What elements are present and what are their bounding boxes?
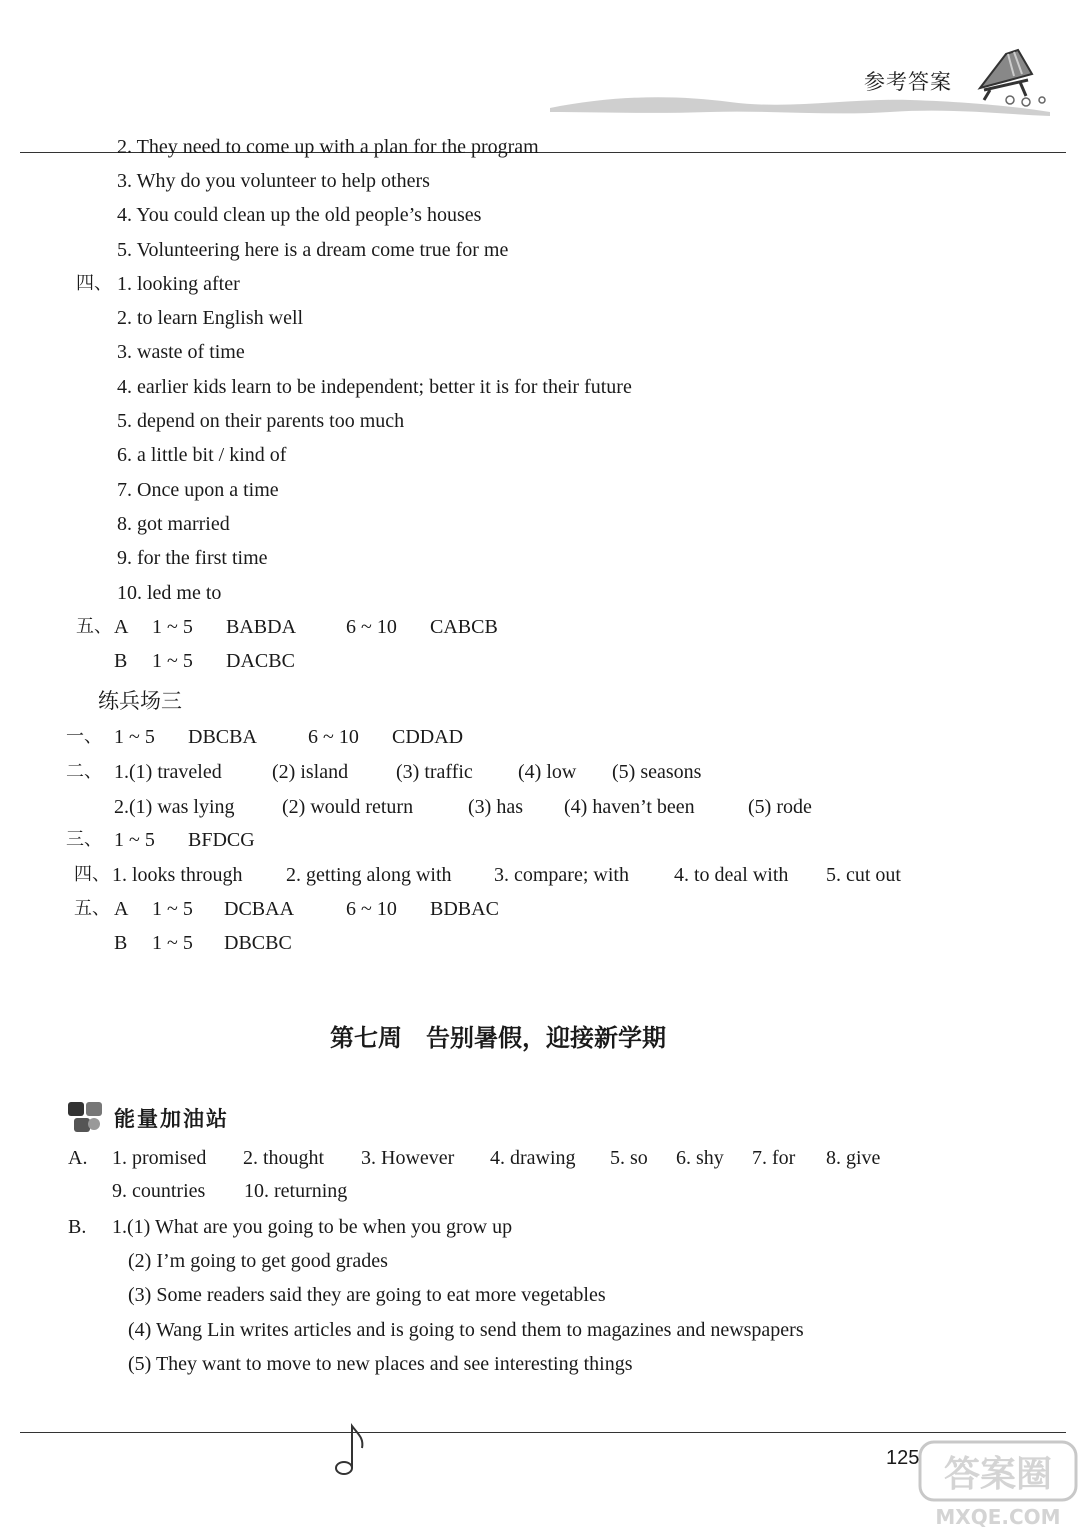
watermark-logo bbox=[918, 1436, 1078, 1532]
answer-item: 1. looks through bbox=[112, 864, 243, 886]
section-marker: 四、 bbox=[74, 864, 110, 885]
section-marker: 五、 bbox=[74, 898, 110, 919]
wave-decoration bbox=[550, 92, 1050, 132]
answer-item: (3) traffic bbox=[396, 761, 473, 783]
section-marker: 三、 bbox=[66, 829, 102, 850]
answer-item: 3. compare; with bbox=[494, 864, 629, 886]
answer-item: (3) has bbox=[468, 796, 523, 818]
answer-key: CDDAD bbox=[392, 726, 464, 748]
answer-item: 6. shy bbox=[676, 1147, 724, 1169]
answer-line: (3) Some readers said they are going to eat more vegetables bbox=[128, 1284, 606, 1306]
answer-key: BABDA bbox=[226, 616, 297, 638]
answer-key: DACBC bbox=[226, 650, 295, 672]
answer-label: B bbox=[114, 650, 128, 672]
answer-item: 2. getting along with bbox=[286, 864, 452, 886]
answer-range: 6 ~ 10 bbox=[346, 616, 397, 638]
answer-item: 1.(1) traveled bbox=[114, 761, 222, 783]
answer-item: 9. countries bbox=[112, 1180, 206, 1202]
answer-item: 2. thought bbox=[243, 1147, 325, 1169]
section-marker: 五、 bbox=[76, 616, 112, 637]
footer-rule bbox=[20, 1432, 1066, 1433]
answer-item: (5) rode bbox=[748, 796, 812, 818]
answer-line: 3. Why do you volunteer to help others bbox=[117, 170, 430, 192]
answer-line: 5. depend on their parents too much bbox=[117, 410, 405, 432]
answer-range: 6 ~ 10 bbox=[308, 726, 359, 748]
answer-line: 4. You could clean up the old people’s houses bbox=[117, 204, 482, 226]
answer-key: DBCBC bbox=[224, 932, 292, 954]
section-marker: 一、 bbox=[66, 726, 102, 747]
answer-line: 4. earlier kids learn to be independent; better it is for their future bbox=[117, 376, 632, 398]
answer-item: (5) seasons bbox=[612, 761, 702, 783]
answer-range: 1 ~ 5 bbox=[114, 726, 155, 748]
answer-line: 10. led me to bbox=[117, 582, 222, 604]
answer-item: 7. for bbox=[752, 1147, 796, 1169]
answer-range: 1 ~ 5 bbox=[152, 932, 193, 954]
answer-item: (2) island bbox=[272, 761, 349, 783]
header-title: 参考答案 bbox=[864, 70, 952, 94]
answer-key: DBCBA bbox=[188, 726, 257, 748]
practice-title: 练兵场三 bbox=[98, 689, 182, 713]
answer-key: CABCB bbox=[430, 616, 498, 638]
section-title: 能量加油站 bbox=[114, 1107, 229, 1131]
answer-item: (4) low bbox=[518, 761, 577, 783]
answer-item: (4) haven’t been bbox=[564, 796, 695, 818]
answer-key: BDBAC bbox=[430, 898, 499, 920]
answer-item: 4. to deal with bbox=[674, 864, 789, 886]
answer-item: 5. so bbox=[610, 1147, 648, 1169]
answer-line: 7. Once upon a time bbox=[117, 479, 279, 501]
answer-line: 1. looking after bbox=[117, 273, 240, 295]
section-marker: 二、 bbox=[66, 761, 102, 782]
answer-range: 6 ~ 10 bbox=[346, 898, 397, 920]
answer-item: (2) would return bbox=[282, 796, 414, 818]
answer-line: 3. waste of time bbox=[117, 341, 245, 363]
answer-range: 1 ~ 5 bbox=[114, 829, 155, 851]
answer-item: 5. cut out bbox=[826, 864, 901, 886]
answer-range: 1 ~ 5 bbox=[152, 616, 193, 638]
answer-line: 6. a little bit / kind of bbox=[117, 444, 287, 466]
answer-line: 9. for the first time bbox=[117, 547, 268, 569]
answer-line: (5) They want to move to new places and see interesting things bbox=[128, 1353, 633, 1375]
puzzle-icon bbox=[66, 1098, 106, 1134]
music-note-icon bbox=[330, 1420, 370, 1480]
answer-label: B bbox=[114, 932, 128, 954]
part-label: B. bbox=[68, 1216, 87, 1238]
answer-label: A bbox=[114, 616, 129, 638]
answer-item: 3. However bbox=[361, 1147, 455, 1169]
answer-line: 1.(1) What are you going to be when you grow up bbox=[112, 1216, 513, 1238]
page-number: 125 bbox=[886, 1447, 920, 1469]
week-title: 第七周 告别暑假，迎接新学期 bbox=[330, 1024, 666, 1052]
answer-line: (4) Wang Lin writes articles and is going to send them to magazines and newspapers bbox=[128, 1319, 804, 1341]
answer-item: 4. drawing bbox=[490, 1147, 576, 1169]
answer-key: DCBAA bbox=[224, 898, 295, 920]
answer-range: 1 ~ 5 bbox=[152, 898, 193, 920]
answer-label: A bbox=[114, 898, 129, 920]
watermark-en: MXQE.COM bbox=[935, 1505, 1061, 1529]
answer-item: 2.(1) was lying bbox=[114, 796, 235, 818]
answer-range: 1 ~ 5 bbox=[152, 650, 193, 672]
answer-line: 2. to learn English well bbox=[117, 307, 304, 329]
answer-item: 8. give bbox=[826, 1147, 881, 1169]
section-marker: 四、 bbox=[76, 273, 112, 294]
answer-key: BFDCG bbox=[188, 829, 255, 851]
watermark-cn: 答案圈 bbox=[943, 1454, 1053, 1495]
answer-line: 5. Volunteering here is a dream come true for me bbox=[117, 239, 509, 261]
answer-line: (2) I’m going to get good grades bbox=[128, 1250, 388, 1272]
answer-line: 8. got married bbox=[117, 513, 230, 535]
answer-item: 10. returning bbox=[244, 1180, 348, 1202]
part-label: A. bbox=[68, 1147, 88, 1169]
answer-line: 2. They need to come up with a plan for the program bbox=[117, 136, 539, 158]
answer-item: 1. promised bbox=[112, 1147, 207, 1169]
